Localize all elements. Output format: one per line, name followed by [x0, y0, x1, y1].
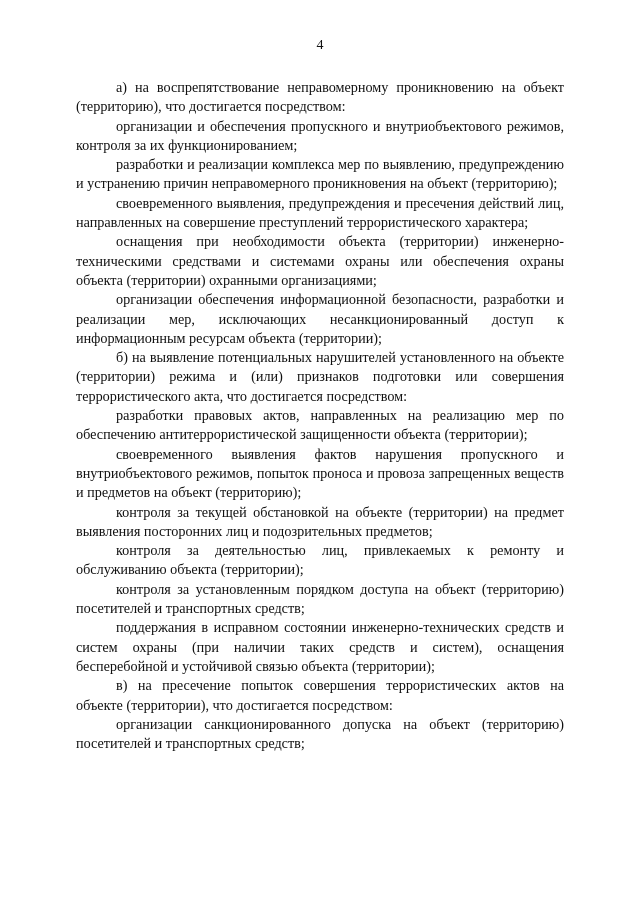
- paragraph: контроля за текущей обстановкой на объекте (территории) на предмет выявления посторонних лиц и подозрительных предметов;: [76, 504, 564, 540]
- paragraph: организации обеспечения информационной безопасности, разработки и реализации мер, исключающих несанкционированный доступ к информационным ресурсам объекта (территории);: [76, 292, 564, 347]
- paragraph: организации санкционированного допуска на объект (территорию) посетителей и транспортных средств;: [76, 716, 564, 753]
- paragraph: б) на выявление потенциальных нарушителей установленного на объекте (территории) режима и (или) признаков подготовки или совершения террористического акта, что достигается посредством:: [76, 350, 564, 405]
- paragraph: разработки и реализации комплекса мер по выявлению, предупреждению и устранению причин неправомерного проникновения на объект (территорию);: [76, 157, 564, 193]
- document-body: [76, 79, 564, 754]
- page-number: 4: [316, 38, 324, 53]
- paragraph: организации и обеспечения пропускного и внутриобъектового режимов, контроля за их функционированием;: [76, 118, 564, 154]
- paragraph: а) на воспрепятствование неправомерному проникновению на объект (территорию), что достигается посредством:: [76, 80, 564, 116]
- paragraph: поддержания в исправном состоянии инженерно-технических средств и систем охраны (при наличии таких средств и систем), оснащения бесперебойной и устойчивой связью объекта (территории);: [76, 620, 564, 675]
- paragraph: контроля за установленным порядком доступа на объект (территорию) посетителей и транспортных средств;: [76, 581, 564, 618]
- paragraph: в) на пресечение попыток совершения террористических актов на объекте (территории), что достигается посредством:: [76, 678, 564, 714]
- paragraph: своевременного выявления фактов нарушения пропускного и внутриобъектового режимов, попыток проноса и провоза запрещенных веществ и предметов на объект (территорию);: [76, 446, 564, 502]
- paragraph: своевременного выявления, предупреждения и пресечения действий лиц, направленных на совершение преступлений террористического характера;: [76, 195, 564, 232]
- paragraph: оснащения при необходимости объекта (территории) инженерно-техническими средствами и системами охраны или обеспечения охраны объекта (территории) охранными организациями;: [76, 234, 564, 289]
- paragraph: контроля за деятельностью лиц, привлекаемых к ремонту и обслуживанию объекта (территории);: [76, 543, 564, 579]
- paragraph: разработки правовых актов, направленных на реализацию мер по обеспечению антитеррористической защищенности объекта (территории);: [76, 408, 564, 444]
